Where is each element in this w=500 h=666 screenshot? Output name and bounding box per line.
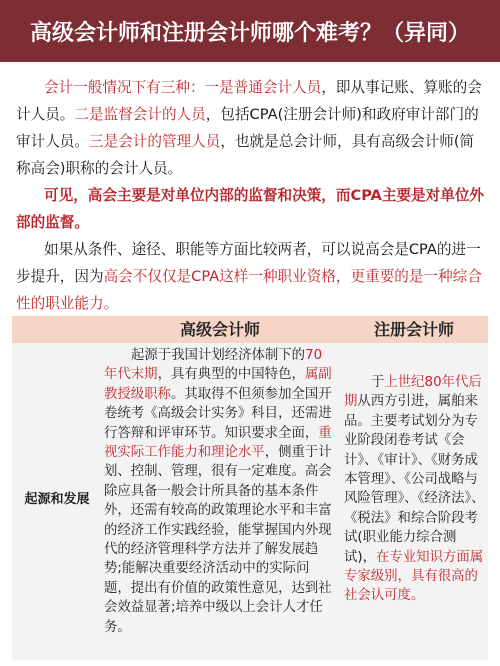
- type-two-text: 二是监督会计的人员: [74, 106, 206, 123]
- row-label-origin: 起源和发展: [24, 492, 90, 507]
- cell-text: 。其取得不但须参加全国开卷统考《高级会计实务》科目，还需进行答辩和评审环节。知识要求全面，: [104, 386, 332, 441]
- cell-text: ，侧重于计划、控制、管理，很有一定难度。高会除应具备一般会计所具备的基本条件外，还需有较高的政策理论水平和丰富的经济工作实践经验，能掌握国内外现代的经济管理科学方法并了解发展趋势;能解决重要经济活动中的实际问题，提出有价值的政策性意见，达到社会效益显著;培养中级以上会计人才任务。: [104, 445, 332, 635]
- cell-highlight: 在专业知识方面属专家级别，具有很高的社会认可度。: [344, 549, 484, 604]
- cell-text: 起源于我国计划经济体制下的: [131, 348, 306, 363]
- type-one-text: 会计一般情况下有三种：一是普通会计人员: [44, 79, 322, 96]
- intro-paragraph-3: [16, 236, 486, 317]
- cell-highlight: 属副教授级职称: [104, 367, 332, 402]
- cell-text: 于: [371, 375, 385, 390]
- header-senior-accountant: 高级会计师: [179, 320, 260, 339]
- cell-highlight: 重视实际工作能力和理论水平: [104, 425, 332, 461]
- cell-highlight: 上世纪80年代后期: [344, 375, 482, 410]
- cell-cpa-origin: [344, 373, 486, 606]
- comparison-highlight: 高会不仅仅是CPA这样一种职业资格，更重要的是一种综合性的职业能力。: [16, 268, 482, 312]
- cell-text: ，具有典型的中国特色，: [157, 367, 305, 383]
- intro-paragraph-2: [16, 182, 486, 236]
- header-cpa: 注册会计师: [373, 320, 454, 339]
- type-three-text: 三是会计的管理人员: [88, 133, 221, 150]
- cell-senior-accountant-origin: [104, 346, 334, 637]
- comparison-table: [12, 316, 488, 660]
- page-title: 高级会计师和注册会计师哪个难考？（异同）: [29, 20, 470, 46]
- table-header-row: [12, 316, 488, 343]
- type-one-desc: ，即从事记账、算账的会计人员。: [16, 79, 482, 123]
- conclusion-text: 高会主要是对单位内部的监督和决策，而CPA主要是对单位外部的监督。: [16, 187, 485, 231]
- type-two-desc: ，包括CPA(注册会计师)和政府审计部门的审计人员。: [16, 106, 479, 150]
- comparison-text: 如果从条件、途径、职能等方面比较两者，可以说高会是CPA的进一步提升，因为: [16, 241, 481, 285]
- intro-paragraph-1: [16, 74, 486, 182]
- type-three-desc: ，也就是总会计师，具有高级会计师(简称高会)职称的会计人员。: [16, 133, 475, 177]
- cell-highlight: 70年代末期: [104, 348, 323, 383]
- cell-text: 从西方引进，属舶来品。主要考试划分为专业阶段闭卷考试《会计》、《审计》、《财务成本管理》、《公司战略与风险管理》、《经济法》、《税法》和综合阶段考试(职业能力综合测试)，: [344, 394, 485, 565]
- page-title-banner: [0, 0, 500, 62]
- intro-text: [16, 74, 486, 317]
- conclusion-prefix: 可见，: [44, 187, 88, 204]
